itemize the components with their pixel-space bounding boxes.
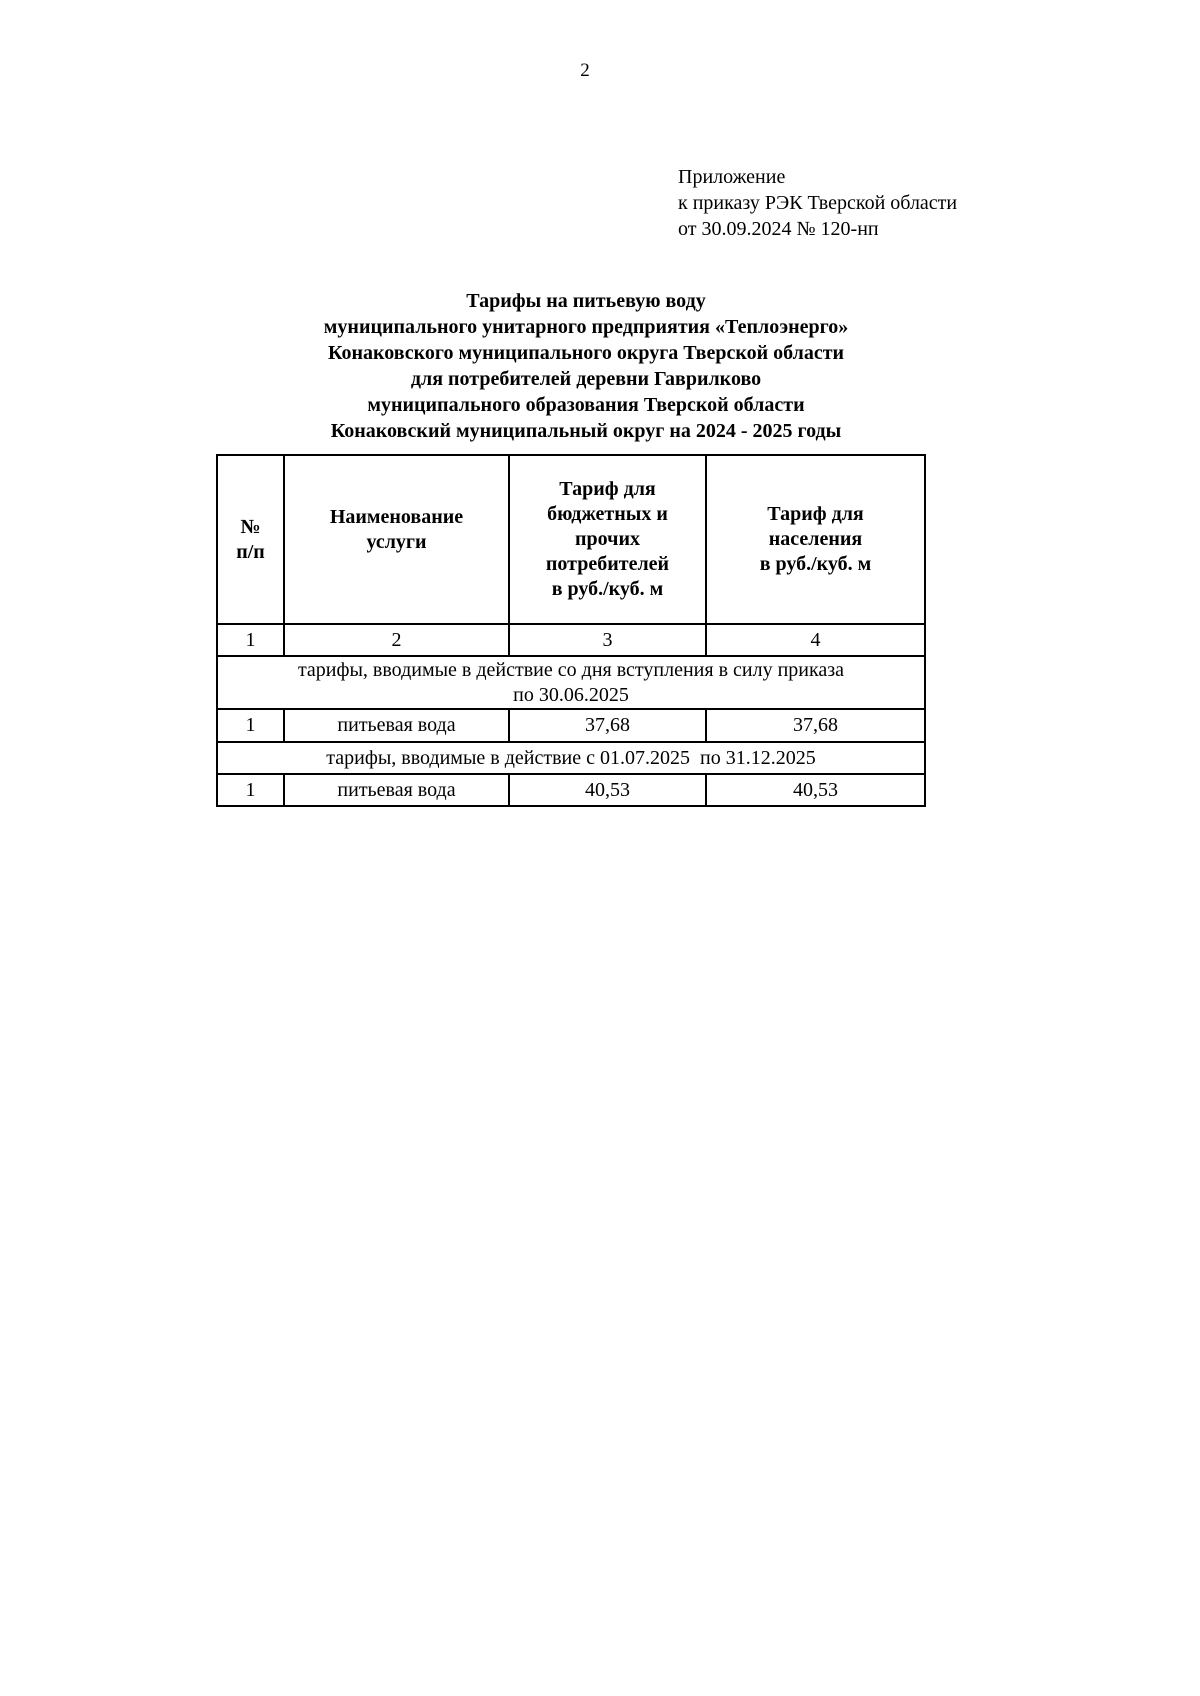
row-population-tariff: 40,53 — [706, 774, 925, 806]
appendix-line: Приложение — [678, 166, 786, 188]
header-row — [217, 455, 925, 624]
row-population-tariff: 37,68 — [706, 709, 925, 742]
table-row — [217, 774, 925, 806]
row-service: питьевая вода — [284, 709, 509, 742]
column-number: 4 — [706, 624, 925, 656]
title-line: муниципального образования Тверской области — [367, 394, 805, 416]
header-population-tariff: Тариф для населения в руб./куб. м — [706, 455, 925, 624]
row-num: 1 — [217, 774, 284, 806]
row-service: питьевая вода — [284, 774, 509, 806]
column-number: 3 — [509, 624, 706, 656]
tariff-table — [216, 454, 926, 807]
title-line: Тарифы на питьевую воду — [466, 290, 706, 312]
title-line: для потребителей деревни Гаврилково — [410, 368, 762, 390]
appendix-line: от 30.09.2024 № 120-нп — [678, 218, 879, 240]
column-number: 2 — [284, 624, 509, 656]
title-line: Конаковского муниципального округа Тверской области — [327, 342, 845, 364]
row-budget-tariff: 40,53 — [509, 774, 706, 806]
header-budget-tariff: Тариф для бюджетных и прочих потребителей в руб./куб. м — [509, 455, 706, 624]
document-title — [216, 288, 956, 444]
header-num: № п/п — [217, 455, 284, 624]
appendix-line: к приказу РЭК Тверской области — [678, 192, 958, 214]
title-line: Конаковский муниципальный округ на 2024 - 2025 годы — [330, 420, 842, 442]
section-row — [217, 742, 925, 774]
section-label: тарифы, вводимые в действие со дня вступления в силу приказа по 30.06.2025 — [217, 656, 925, 709]
column-number: 1 — [217, 624, 284, 656]
header-service: Наименование услуги — [284, 455, 509, 624]
section-row — [217, 656, 925, 709]
page-number: 2 — [580, 60, 590, 81]
title-line: муниципального унитарного предприятия «Теплоэнерго» — [323, 316, 849, 338]
row-budget-tariff: 37,68 — [509, 709, 706, 742]
section-label: тарифы, вводимые в действие с 01.07.2025 по 31.12.2025 — [217, 742, 925, 774]
column-numbers-row — [217, 624, 925, 656]
table-row — [217, 709, 925, 742]
row-num: 1 — [217, 709, 284, 742]
appendix-note — [678, 164, 957, 242]
